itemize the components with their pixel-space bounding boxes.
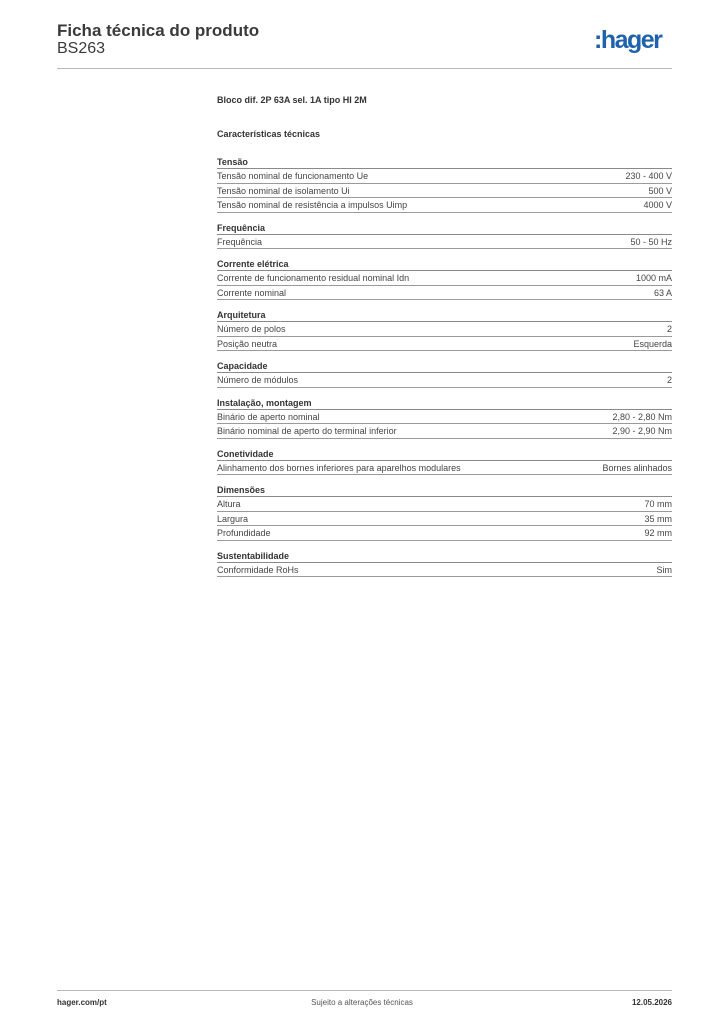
hager-logo: :hager xyxy=(594,26,662,54)
spec-value: Bornes alinhados xyxy=(602,462,672,473)
spec-value: 230 - 400 V xyxy=(625,171,672,181)
spec-label: Corrente nominal xyxy=(217,287,287,298)
spec-label: Posição neutra xyxy=(217,338,278,349)
spec-row xyxy=(217,424,672,439)
spec-value: 70 mm xyxy=(644,499,672,509)
spec-group xyxy=(217,308,672,351)
group-title: Instalação, montagem xyxy=(217,396,672,410)
spec-label: Número de módulos xyxy=(217,375,299,385)
footer-website[interactable]: hager.com/pt xyxy=(57,998,107,1007)
spec-group xyxy=(217,359,672,388)
spec-row xyxy=(217,373,672,388)
spec-row xyxy=(217,271,672,286)
spec-value: 2 xyxy=(666,375,672,385)
group-title: Tensão xyxy=(217,155,672,169)
spec-label: Profundidade xyxy=(217,528,271,538)
spec-label: Frequência xyxy=(217,236,263,247)
spec-group xyxy=(217,257,672,300)
spec-row xyxy=(217,497,672,512)
footer-divider xyxy=(57,990,672,991)
spec-value: 4000 V xyxy=(643,200,672,210)
section-title: Características técnicas xyxy=(217,129,321,139)
spec-row xyxy=(217,337,672,352)
group-title: Dimensões xyxy=(217,483,672,497)
spec-label: Tensão nominal de isolamento Ui xyxy=(217,185,350,196)
page-title: Ficha técnica do produto xyxy=(57,21,260,40)
spec-value: 50 - 50 Hz xyxy=(630,236,672,247)
spec-group xyxy=(217,155,672,213)
spec-group xyxy=(217,549,672,578)
spec-value: 92 mm xyxy=(644,528,672,538)
spec-label: Binário nominal de aperto do terminal inferior xyxy=(217,426,397,436)
spec-value: 63 A xyxy=(653,287,672,298)
spec-groups xyxy=(217,155,672,577)
group-title: Sustentabilidade xyxy=(217,549,672,563)
spec-value: 2 xyxy=(666,324,672,334)
footer-notice: Sujeito a alterações técnicas xyxy=(311,998,413,1007)
group-title: Corrente elétrica xyxy=(217,257,672,271)
spec-label: Alinhamento dos bornes inferiores para aparelhos modulares xyxy=(217,462,461,473)
spec-value: 500 V xyxy=(648,185,672,196)
spec-group xyxy=(217,483,672,541)
spec-row xyxy=(217,286,672,301)
spec-row xyxy=(217,563,672,578)
spec-row xyxy=(217,461,672,476)
spec-value: 2,90 - 2,90 Nm xyxy=(612,426,672,436)
spec-label: Tensão nominal de funcionamento Ue xyxy=(217,171,369,181)
spec-label: Largura xyxy=(217,513,249,524)
spec-value: 2,80 - 2,80 Nm xyxy=(612,411,672,422)
spec-group xyxy=(217,396,672,439)
spec-row xyxy=(217,322,672,337)
spec-label: Altura xyxy=(217,499,241,509)
header-divider xyxy=(57,68,672,69)
spec-label: Conformidade RoHs xyxy=(217,564,299,575)
group-title: Conetividade xyxy=(217,447,672,461)
spec-label: Binário de aperto nominal xyxy=(217,411,320,422)
spec-row xyxy=(217,198,672,213)
spec-value: Sim xyxy=(656,564,672,575)
spec-row xyxy=(217,512,672,527)
spec-row xyxy=(217,184,672,199)
spec-value: 35 mm xyxy=(644,513,672,524)
group-title: Arquitetura xyxy=(217,308,672,322)
spec-value: 1000 mA xyxy=(635,273,672,283)
product-name: Bloco dif. 2P 63A sel. 1A tipo HI 2M xyxy=(217,95,367,105)
spec-row xyxy=(217,410,672,425)
spec-row xyxy=(217,526,672,541)
footer-date: 12.05.2026 xyxy=(631,998,672,1007)
spec-group xyxy=(217,447,672,476)
spec-label: Número de polos xyxy=(217,324,286,334)
spec-row xyxy=(217,169,672,184)
spec-label: Tensão nominal de resistência a impulsos Uimp xyxy=(217,200,408,210)
spec-value: Esquerda xyxy=(633,338,672,349)
spec-label: Corrente de funcionamento residual nominal Idn xyxy=(217,273,410,283)
spec-group xyxy=(217,221,672,250)
spec-row xyxy=(217,235,672,250)
logo-text: hager xyxy=(600,26,662,54)
group-title: Capacidade xyxy=(217,359,672,373)
product-code: BS263 xyxy=(57,40,106,57)
spec-content xyxy=(217,95,672,585)
group-title: Frequência xyxy=(217,221,672,235)
